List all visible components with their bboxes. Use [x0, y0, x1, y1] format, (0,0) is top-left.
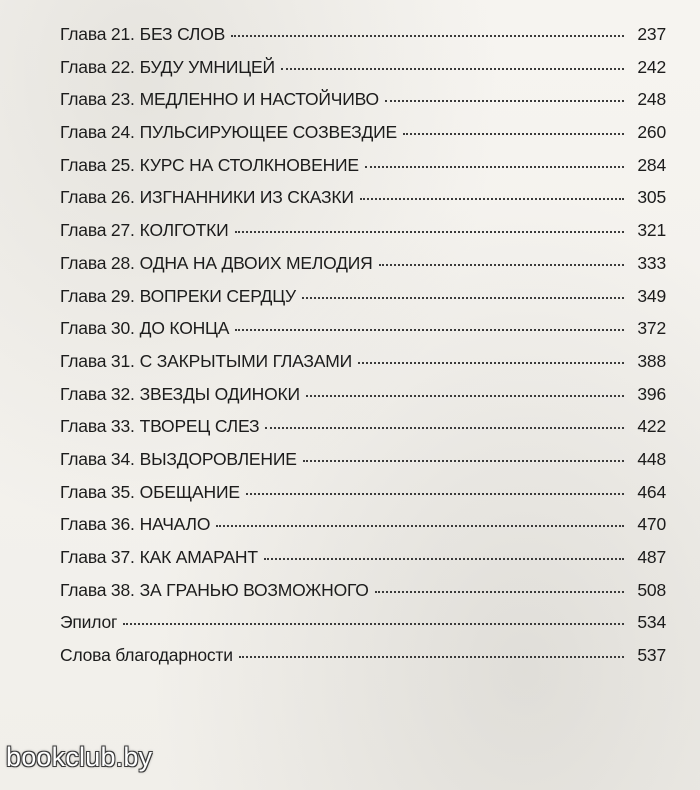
toc-chapter-number: Глава 23. [60, 89, 135, 110]
toc-entry [60, 318, 666, 351]
toc-entry-label [60, 514, 210, 535]
toc-entry [60, 122, 666, 155]
toc-chapter-title: Слова благодарности [60, 645, 233, 666]
toc-chapter-title: ЗА ГРАНЬЮ ВОЗМОЖНОГО [139, 579, 369, 600]
toc-chapter-title: Эпилог [60, 612, 118, 633]
toc-page-number: 260 [637, 122, 666, 143]
toc-page-number: 396 [637, 383, 666, 404]
toc-page-number: 508 [637, 579, 666, 600]
toc-chapter-number: Глава 27. [60, 220, 135, 241]
dot-leader [235, 329, 624, 331]
dot-leader [281, 68, 624, 70]
toc-chapter-number: Глава 33. [60, 416, 135, 437]
toc-chapter-number: Глава 37. [60, 547, 135, 567]
toc-entry-label [60, 24, 225, 45]
toc-entry [60, 351, 666, 384]
dot-leader [239, 656, 624, 658]
toc-page-number: 534 [637, 612, 666, 633]
toc-chapter-title: ВОПРЕКИ СЕРДЦУ [139, 285, 296, 306]
toc-chapter-title: БУДУ УМНИЦЕЙ [139, 56, 275, 77]
toc-chapter-number: Глава 35. [60, 481, 135, 502]
toc-page-number: 448 [637, 448, 666, 469]
toc-chapter-number: Глава 26. [60, 187, 135, 208]
dot-leader [385, 100, 624, 102]
toc-chapter-title: МЕДЛЕННО И НАСТОЙЧИВО [139, 89, 379, 110]
toc-chapter-title: ВЫЗДОРОВЛЕНИЕ [139, 448, 297, 469]
toc-chapter-number: Глава 24. [60, 122, 135, 143]
toc-chapter-number: Глава 29. [60, 285, 135, 306]
toc-entry-label [60, 57, 275, 78]
toc-page-number: 537 [637, 645, 666, 666]
toc-page-number: 284 [637, 154, 666, 175]
toc-entry-label [60, 220, 229, 241]
toc-entry-label [60, 449, 297, 470]
dot-leader [358, 362, 624, 364]
toc-chapter-number: Глава 38. [60, 579, 135, 600]
toc-chapter-number: Глава 32. [60, 383, 135, 404]
toc-entry [60, 286, 666, 319]
dot-leader [306, 395, 624, 397]
toc-entry [60, 155, 666, 188]
toc-page-number: 321 [637, 220, 666, 241]
table-of-contents [60, 24, 666, 678]
toc-entry [60, 57, 666, 90]
toc-chapter-number: Глава 22. [60, 56, 135, 77]
toc-chapter-number: Глава 36. [60, 514, 135, 535]
toc-chapter-title: ТВОРЕЦ СЛЕЗ [139, 416, 260, 437]
toc-chapter-title: ИЗГНАННИКИ ИЗ СКАЗКИ [139, 187, 354, 208]
toc-entry-label [60, 580, 369, 601]
toc-entry [60, 384, 666, 417]
toc-chapter-title: С ЗАКРЫТЫМИ ГЛАЗАМИ [139, 350, 353, 371]
dot-leader [235, 231, 624, 233]
toc-chapter-number: Глава 30. [60, 318, 135, 339]
toc-chapter-title: ПУЛЬСИРУЮЩЕЕ СОЗВЕЗДИЕ [139, 122, 397, 143]
toc-page-number: 242 [637, 56, 666, 77]
toc-entry-label [60, 122, 397, 143]
dot-leader [302, 297, 624, 299]
toc-entry [60, 416, 666, 449]
toc-entry [60, 482, 666, 515]
toc-entry-label [60, 286, 296, 307]
dot-leader [365, 166, 624, 168]
toc-page-number: 237 [637, 24, 666, 44]
toc-page-number: 422 [637, 416, 666, 437]
toc-entry-label [60, 89, 379, 110]
toc-chapter-number: Глава 34. [60, 448, 135, 469]
toc-chapter-number: Глава 21. [60, 24, 135, 44]
toc-page-number: 464 [637, 481, 666, 502]
toc-page-number: 470 [637, 514, 666, 535]
dot-leader [123, 623, 624, 625]
toc-entry-label [60, 253, 373, 274]
toc-page-number: 487 [637, 547, 666, 567]
watermark: bookclub.by [6, 742, 153, 772]
toc-entry [60, 580, 666, 613]
toc-entry [60, 612, 666, 645]
toc-entry [60, 89, 666, 122]
dot-leader [303, 460, 624, 462]
toc-entry [60, 449, 666, 482]
toc-page-number: 333 [637, 252, 666, 273]
toc-entry-label [60, 612, 117, 633]
dot-leader [379, 264, 624, 266]
toc-chapter-title: ОДНА НА ДВОИХ МЕЛОДИЯ [139, 252, 373, 273]
toc-entry-label [60, 384, 300, 405]
toc-chapter-title: КУРС НА СТОЛКНОВЕНИЕ [139, 154, 359, 175]
dot-leader [216, 525, 624, 527]
toc-chapter-number: Глава 31. [60, 350, 135, 371]
toc-entry-label [60, 351, 352, 372]
dot-leader [375, 591, 624, 593]
toc-entry-label [60, 547, 258, 568]
toc-entry-label [60, 645, 233, 666]
toc-chapter-title: ДО КОНЦА [139, 318, 230, 339]
toc-entry-label [60, 187, 354, 208]
dot-leader [246, 493, 624, 495]
toc-chapter-title: КОЛГОТКИ [139, 220, 229, 241]
toc-chapter-number: Глава 28. [60, 252, 135, 273]
toc-chapter-title: БЕЗ СЛОВ [139, 24, 226, 44]
toc-chapter-title: КАК АМАРАНТ [139, 547, 258, 567]
dot-leader [265, 427, 624, 429]
toc-page-number: 349 [637, 285, 666, 306]
toc-page-number: 372 [637, 318, 666, 339]
toc-chapter-title: ОБЕЩАНИЕ [139, 481, 240, 502]
dot-leader [231, 35, 624, 37]
toc-chapter-number: Глава 25. [60, 154, 135, 175]
toc-entry-label [60, 318, 229, 339]
toc-entry [60, 514, 666, 547]
toc-page-number: 305 [637, 187, 666, 208]
toc-entry-label [60, 482, 240, 503]
dot-leader [264, 558, 624, 560]
dot-leader [360, 198, 624, 200]
toc-chapter-title: ЗВЕЗДЫ ОДИНОКИ [139, 383, 300, 404]
toc-entry [60, 253, 666, 286]
toc-page-number: 248 [637, 89, 666, 110]
toc-entry [60, 220, 666, 253]
toc-entry-label [60, 155, 359, 176]
toc-entry [60, 24, 666, 57]
toc-entry [60, 547, 666, 580]
toc-entry-label [60, 416, 259, 437]
toc-page-number: 388 [637, 350, 666, 371]
dot-leader [403, 133, 624, 135]
toc-entry [60, 645, 666, 678]
toc-entry [60, 187, 666, 220]
toc-chapter-title: НАЧАЛО [139, 514, 211, 535]
